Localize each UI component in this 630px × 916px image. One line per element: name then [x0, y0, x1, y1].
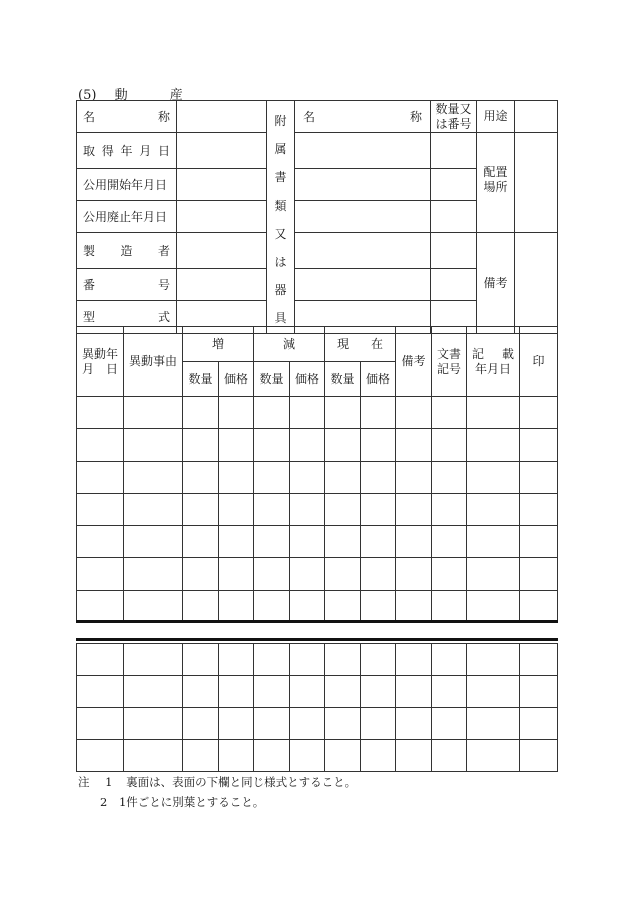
- entry-cell: [124, 397, 183, 429]
- movement-record-table: [76, 326, 558, 623]
- entry-cell: [77, 526, 124, 558]
- entry-cell: [325, 493, 361, 525]
- entry-cell: [183, 397, 219, 429]
- value-cell: [177, 133, 267, 169]
- entry-cell: [77, 708, 124, 740]
- entry-cell: [290, 676, 325, 708]
- entry-cell: [254, 708, 290, 740]
- entry-cell: [325, 676, 361, 708]
- entry-cell: [520, 676, 558, 708]
- header-text: 数量又: [435, 101, 472, 116]
- attachments-header-char: は: [274, 255, 287, 270]
- entry-cell: [432, 461, 467, 493]
- placement-header: [477, 133, 515, 233]
- entry-cell: [219, 676, 254, 708]
- entry-cell: [467, 526, 520, 558]
- attachment-qty-cell: [431, 269, 477, 301]
- remarks-header: 備考: [396, 327, 432, 397]
- entry-cell: [467, 676, 520, 708]
- remarks-value-cell: [515, 233, 558, 333]
- entry-cell: [467, 461, 520, 493]
- note-text: 裏面は、表面の下欄と同じ様式とすること。: [126, 775, 357, 789]
- entry-date-header: [467, 327, 520, 397]
- attachment-name-cell: [295, 133, 431, 169]
- header-text: 文書: [437, 346, 462, 361]
- entry-cell: [124, 558, 183, 590]
- entry-cell: [219, 397, 254, 429]
- entry-cell: [520, 740, 558, 772]
- entry-cell: [183, 461, 219, 493]
- entry-cell: [520, 493, 558, 525]
- attachments-header-char: 類: [274, 198, 287, 213]
- entry-cell: [254, 644, 290, 676]
- label-text: 公用廃止年月日: [83, 210, 168, 225]
- table-row: [77, 461, 558, 493]
- entry-cell: [325, 429, 361, 461]
- entry-cell: [361, 590, 396, 622]
- entry-cell: [396, 558, 432, 590]
- entry-cell: [124, 493, 183, 525]
- attachment-name-cell: [295, 168, 431, 200]
- entry-cell: [396, 708, 432, 740]
- entry-cell: [520, 397, 558, 429]
- entry-cell: [183, 590, 219, 622]
- entry-cell: [183, 526, 219, 558]
- entry-cell: [520, 461, 558, 493]
- value-cell: [177, 233, 267, 269]
- label-text: 式: [157, 310, 170, 325]
- entry-cell: [219, 429, 254, 461]
- note-1: [78, 774, 356, 790]
- entry-cell: [77, 493, 124, 525]
- entry-cell: [219, 493, 254, 525]
- value-cell: [177, 201, 267, 233]
- entry-cell: [183, 708, 219, 740]
- attachments-header-char: 書: [274, 170, 287, 185]
- entry-cell: [432, 429, 467, 461]
- entry-cell: [183, 644, 219, 676]
- section-title-char: 産: [169, 88, 183, 103]
- label-text: 号: [157, 278, 170, 293]
- attachment-name-cell: [295, 233, 431, 269]
- entry-cell: [467, 429, 520, 461]
- entry-cell: [254, 526, 290, 558]
- attachments-header-char: 器: [274, 283, 287, 298]
- entry-cell: [325, 740, 361, 772]
- entry-cell: [77, 429, 124, 461]
- entry-cell: [254, 461, 290, 493]
- entry-cell: [520, 708, 558, 740]
- entry-cell: [520, 429, 558, 461]
- entry-cell: [219, 708, 254, 740]
- entry-cell: [77, 740, 124, 772]
- label-cell: [77, 168, 177, 200]
- table-row: [77, 558, 558, 590]
- decrease-header: 減: [254, 327, 325, 362]
- entry-cell: [432, 590, 467, 622]
- entry-cell: [183, 493, 219, 525]
- attachments-header-char: 具: [274, 311, 287, 326]
- entry-cell: [254, 397, 290, 429]
- entry-cell: [124, 526, 183, 558]
- attachments-header-char: 属: [274, 142, 287, 157]
- entry-cell: [77, 461, 124, 493]
- entry-cell: [124, 644, 183, 676]
- seal-header: 印: [520, 327, 558, 397]
- table-row: [77, 429, 558, 461]
- label-cell: [77, 233, 177, 269]
- entry-cell: [183, 740, 219, 772]
- label-text: 得: [101, 144, 114, 159]
- entry-cell: [77, 644, 124, 676]
- placement-value-cell: [515, 133, 558, 233]
- qty-header: 数量: [183, 362, 219, 397]
- movement-date-header: [77, 327, 124, 397]
- header-text: 記号: [437, 361, 462, 376]
- entry-cell: [520, 644, 558, 676]
- entry-cell: [396, 590, 432, 622]
- entry-cell: [432, 740, 467, 772]
- price-header: 価格: [219, 362, 254, 397]
- table-row: [77, 644, 558, 676]
- table-row: [77, 526, 558, 558]
- entry-cell: [219, 740, 254, 772]
- header-text: 記: [472, 346, 485, 361]
- entry-cell: [219, 526, 254, 558]
- entry-cell: [325, 590, 361, 622]
- entry-cell: [290, 493, 325, 525]
- price-header: 価格: [361, 362, 396, 397]
- entry-cell: [467, 558, 520, 590]
- section-divider-top: [76, 620, 558, 623]
- entry-cell: [361, 644, 396, 676]
- entry-cell: [77, 558, 124, 590]
- entry-cell: [361, 397, 396, 429]
- entry-cell: [467, 708, 520, 740]
- entry-cell: [432, 708, 467, 740]
- property-info-table: [76, 100, 558, 334]
- label-cell: [77, 201, 177, 233]
- header-text: 現: [337, 336, 350, 351]
- section-number: (5): [78, 88, 97, 103]
- label-cell: [77, 133, 177, 169]
- header-text: 称: [409, 110, 422, 125]
- entry-cell: [254, 493, 290, 525]
- entry-cell: [325, 644, 361, 676]
- header-text: 名: [303, 110, 316, 125]
- entry-cell: [290, 558, 325, 590]
- entry-cell: [520, 590, 558, 622]
- note-2: [78, 794, 264, 810]
- label-text: 取: [83, 144, 96, 159]
- entry-cell: [396, 461, 432, 493]
- entry-cell: [124, 590, 183, 622]
- attachment-name-cell: [295, 201, 431, 233]
- label-text: 名: [83, 110, 96, 125]
- header-text: 異動年: [81, 346, 118, 361]
- entry-cell: [325, 526, 361, 558]
- entry-cell: [396, 397, 432, 429]
- label-text: 番: [83, 278, 96, 293]
- current-header: [325, 327, 396, 362]
- note-label: 注: [78, 775, 90, 789]
- attachment-qty-cell: [431, 201, 477, 233]
- attachment-name-header: [295, 101, 431, 133]
- entry-cell: [124, 676, 183, 708]
- label-text: 製: [83, 244, 96, 259]
- qty-header: 数量: [254, 362, 290, 397]
- purpose-value-cell: [515, 101, 558, 133]
- entry-cell: [396, 526, 432, 558]
- entry-cell: [183, 558, 219, 590]
- entry-cell: [290, 740, 325, 772]
- entry-cell: [467, 493, 520, 525]
- entry-cell: [467, 740, 520, 772]
- note-text: 1件ごとに別葉とすること。: [118, 795, 265, 809]
- value-cell: [177, 269, 267, 301]
- entry-cell: [290, 526, 325, 558]
- entry-cell: [290, 397, 325, 429]
- entry-cell: [432, 558, 467, 590]
- note-number: 2: [100, 795, 108, 809]
- value-cell: [177, 168, 267, 200]
- value-cell: [177, 101, 267, 133]
- attachment-name-cell: [295, 269, 431, 301]
- entry-cell: [219, 644, 254, 676]
- header-text: 年月日: [475, 361, 512, 376]
- entry-cell: [124, 740, 183, 772]
- section-title-char: 動: [114, 88, 128, 103]
- header-text: 場所: [483, 180, 508, 195]
- label-text: 月: [139, 144, 152, 159]
- label-text: 公用開始年月日: [83, 178, 168, 192]
- price-header: 価格: [290, 362, 325, 397]
- entry-cell: [219, 590, 254, 622]
- entry-cell: [124, 708, 183, 740]
- label-text: 年: [120, 144, 133, 159]
- entry-cell: [361, 676, 396, 708]
- header-text: 載: [502, 346, 515, 361]
- label-text: 日: [157, 144, 170, 159]
- entry-cell: [467, 644, 520, 676]
- attachments-header: [267, 101, 295, 334]
- entry-cell: [396, 676, 432, 708]
- entry-cell: [290, 429, 325, 461]
- label-cell: [77, 269, 177, 301]
- attachments-header-char: 附: [274, 114, 287, 128]
- entry-cell: [77, 590, 124, 622]
- entry-cell: [290, 708, 325, 740]
- section-divider-bottom: [76, 638, 558, 641]
- table-row: [77, 590, 558, 622]
- header-text: 配置: [483, 165, 508, 180]
- attachments-header-char: 又: [274, 226, 287, 241]
- table-row: [77, 708, 558, 740]
- entry-cell: [124, 461, 183, 493]
- entry-cell: [520, 558, 558, 590]
- entry-cell: [254, 590, 290, 622]
- entry-cell: [432, 526, 467, 558]
- entry-cell: [432, 644, 467, 676]
- qty-number-header: [431, 101, 477, 133]
- label-cell: [77, 101, 177, 133]
- entry-cell: [77, 397, 124, 429]
- remarks-header: 備考: [477, 233, 515, 333]
- entry-cell: [361, 558, 396, 590]
- entry-cell: [396, 493, 432, 525]
- entry-cell: [77, 676, 124, 708]
- entry-cell: [325, 397, 361, 429]
- entry-cell: [432, 397, 467, 429]
- entry-cell: [361, 740, 396, 772]
- entry-cell: [254, 429, 290, 461]
- entry-cell: [290, 590, 325, 622]
- entry-cell: [361, 493, 396, 525]
- label-text: 型: [83, 310, 96, 325]
- attachment-qty-cell: [431, 133, 477, 169]
- entry-cell: [325, 558, 361, 590]
- entry-cell: [219, 461, 254, 493]
- table-row: [77, 676, 558, 708]
- entry-cell: [254, 558, 290, 590]
- entry-cell: [361, 708, 396, 740]
- entry-cell: [361, 461, 396, 493]
- movement-reason-header: 異動事由: [124, 327, 183, 397]
- entry-cell: [432, 676, 467, 708]
- label-text: 称: [157, 110, 170, 125]
- entry-cell: [520, 526, 558, 558]
- entry-cell: [290, 461, 325, 493]
- entry-cell: [396, 740, 432, 772]
- header-text: 月 日: [81, 361, 118, 376]
- increase-header: 増: [183, 327, 254, 362]
- entry-cell: [467, 397, 520, 429]
- note-number: 1: [105, 775, 113, 789]
- entry-cell: [124, 429, 183, 461]
- entry-cell: [183, 429, 219, 461]
- entry-cell: [254, 740, 290, 772]
- entry-cell: [396, 429, 432, 461]
- entry-cell: [361, 526, 396, 558]
- entry-cell: [290, 644, 325, 676]
- header-text: 在: [371, 336, 384, 351]
- entry-cell: [396, 644, 432, 676]
- entry-cell: [183, 676, 219, 708]
- entry-cell: [325, 708, 361, 740]
- entry-cell: [432, 493, 467, 525]
- document-code-header: [432, 327, 467, 397]
- qty-header: 数量: [325, 362, 361, 397]
- entry-cell: [254, 676, 290, 708]
- table-row: [77, 397, 558, 429]
- purpose-header: 用途: [477, 101, 515, 133]
- attachment-qty-cell: [431, 168, 477, 200]
- entry-cell: [219, 558, 254, 590]
- attachment-qty-cell: [431, 233, 477, 269]
- entry-cell: [325, 461, 361, 493]
- entry-cell: [467, 590, 520, 622]
- continuation-table: [76, 643, 558, 772]
- table-row: [77, 740, 558, 772]
- entry-cell: [361, 429, 396, 461]
- table-row: [77, 493, 558, 525]
- label-text: 造: [120, 244, 133, 259]
- header-text: は番号: [435, 116, 472, 131]
- label-text: 者: [157, 244, 170, 259]
